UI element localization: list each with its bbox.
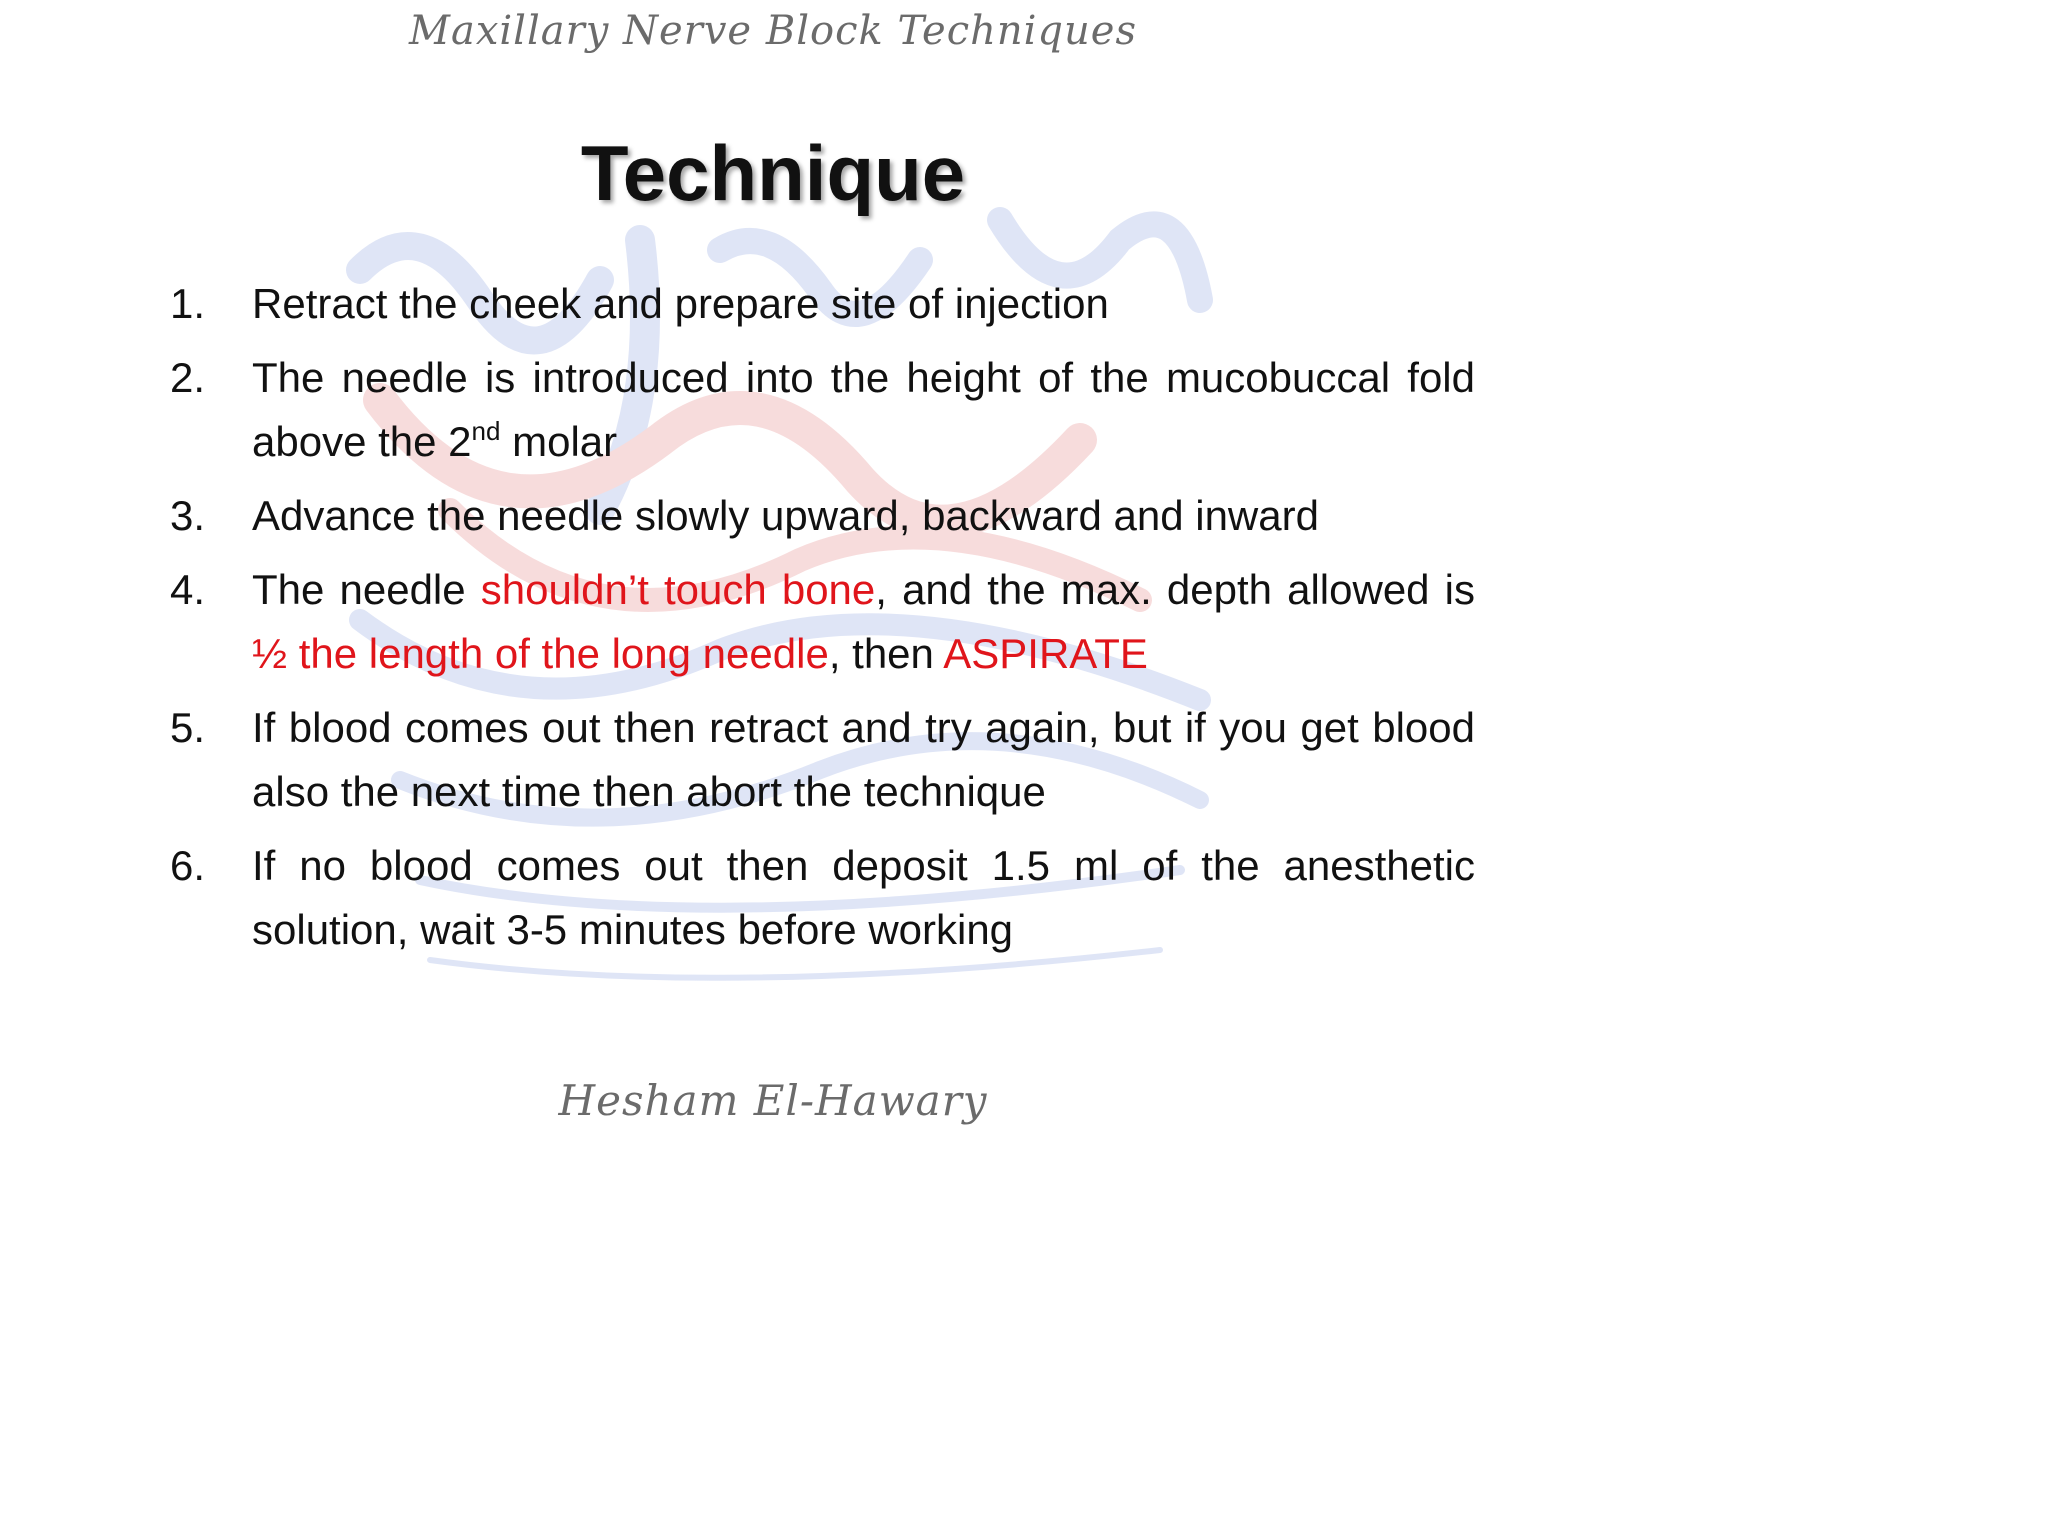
step-text: The needle shouldn’t touch bone, and the max. depth allowed is ½ the length of the long needle, then ASPIRATE <box>252 566 1475 677</box>
step-number: 1. <box>170 280 206 327</box>
step-number: 3. <box>170 492 206 539</box>
step-text: Retract the cheek and prepare site of injection <box>252 280 1109 327</box>
step-text: Advance the needle slowly upward, backward and inward <box>252 492 1319 539</box>
step-item <box>170 346 1475 474</box>
highlight-depth: ½ the length of the long needle <box>252 630 829 677</box>
step-text: If blood comes out then retract and try again, but if you get blood also the next time then abort the technique <box>252 704 1475 815</box>
highlight-warning: shouldn’t touch bone <box>480 566 876 613</box>
steps-list <box>170 272 1475 972</box>
step-item <box>170 484 1475 548</box>
step-item <box>170 696 1475 824</box>
highlight-aspirate: ASPIRATE <box>943 630 1148 677</box>
superscript-nd: nd <box>471 416 501 446</box>
step-number: 6. <box>170 842 206 889</box>
step-item <box>170 558 1475 686</box>
step-item <box>170 272 1475 336</box>
step-text: The needle is introduced into the height of the mucobuccal fold above the 2nd molar <box>252 354 1475 465</box>
step-item <box>170 834 1475 962</box>
slide-title: Technique <box>580 129 966 217</box>
step-number: 5. <box>170 704 206 751</box>
step-number: 4. <box>170 566 206 613</box>
slide-footer-author: Hesham El-Hawary <box>558 1076 988 1125</box>
slide-header: Maxillary Nerve Block Techniques <box>409 8 1137 54</box>
step-number: 2. <box>170 354 206 401</box>
step-text: If no blood comes out then deposit 1.5 ml of the anesthetic solution, wait 3-5 minutes before working <box>252 842 1475 953</box>
